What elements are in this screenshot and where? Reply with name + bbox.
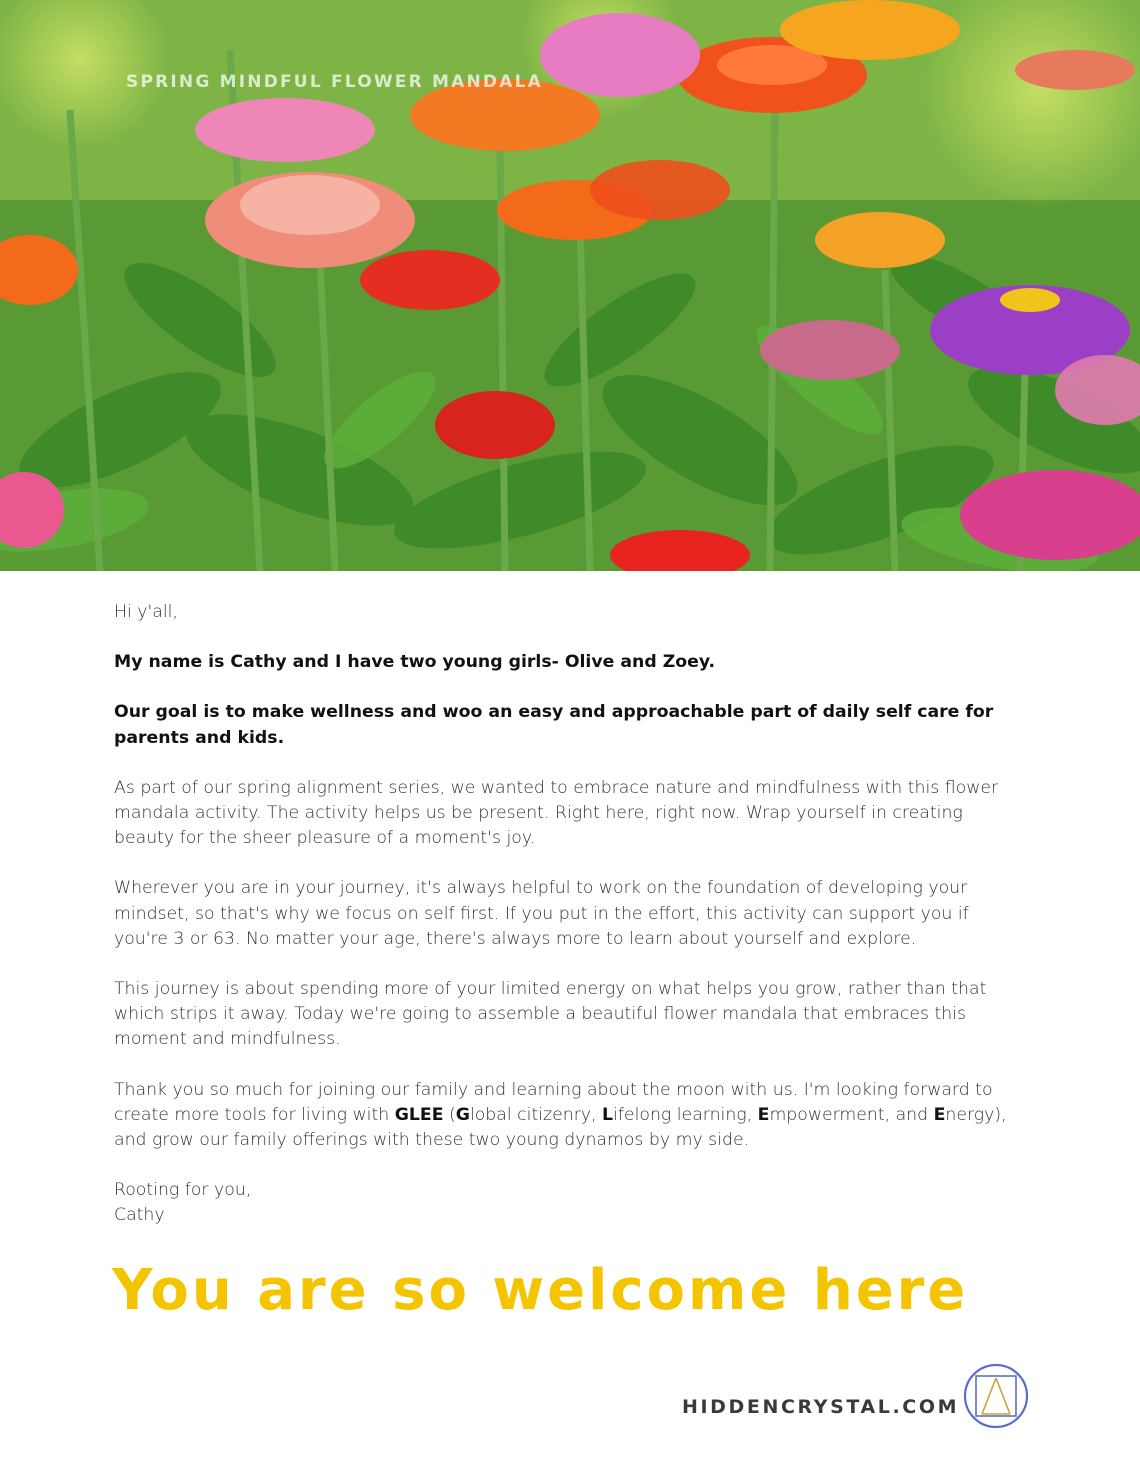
glee-letter-g: G bbox=[455, 1104, 470, 1125]
paragraph-glee bbox=[114, 1078, 1014, 1154]
glee-text-5: mpowerment, and bbox=[769, 1104, 934, 1125]
glee-text-6: nergy), and grow our family offerings with these two young dynamos by my side. bbox=[114, 1104, 1007, 1151]
glee-acronym: GLEE bbox=[394, 1104, 444, 1125]
welcome-headline: You are so welcome here bbox=[112, 1258, 969, 1323]
signature: Cathy bbox=[114, 1205, 165, 1226]
welcome-letter bbox=[114, 600, 1014, 1229]
glee-text-3: lobal citizenry, bbox=[469, 1104, 603, 1125]
glee-text-4: ifelong learning, bbox=[613, 1104, 758, 1125]
glee-letter-l: L bbox=[602, 1104, 614, 1125]
hero-flower-photo bbox=[0, 0, 1140, 571]
paragraph-energy: This journey is about spending more of your limited energy on what helps you grow, rather than that which strips it away. Today we're going to assemble a beautiful flower mandala that embraces this moment and mindfulness. bbox=[114, 979, 987, 1050]
goal-paragraph: Our goal is to make wellness and woo an easy and approachable part of daily self care for parents and kids. bbox=[114, 702, 994, 748]
intro-paragraph: My name is Cathy and I have two young girls- Olive and Zoey. bbox=[114, 652, 716, 673]
closing: Rooting for you, bbox=[114, 1180, 252, 1201]
sign-off bbox=[114, 1178, 1014, 1228]
glee-text-1: Thank you so much for joining our family and learning about the moon with us. I'm looking forward to create more tools for living with bbox=[114, 1079, 993, 1125]
glee-letter-e2: E bbox=[933, 1104, 946, 1125]
site-url[interactable]: HIDDENCRYSTAL.COM bbox=[682, 1396, 960, 1418]
paragraph-journey: Wherever you are in your journey, it's always helpful to work on the foundation of developing your mindset, so that's why we focus on self first. If you put in the effort, this activity can support you if you're 3 or 63. No matter your age, there's always more to learn about yourself and explore. bbox=[114, 878, 969, 949]
glee-text-2: ( bbox=[443, 1104, 456, 1125]
glee-letter-e1: E bbox=[757, 1104, 770, 1125]
paragraph-spring-series: As part of our spring alignment series, we wanted to embrace nature and mindfulness with this flower mandala activity. The activity helps us be present. Right here, right now. Wrap yourself in creating beauty for the sheer pleasure of a moment's joy. bbox=[114, 777, 999, 849]
hero-title: SPRING MINDFUL FLOWER MANDALA bbox=[126, 72, 543, 92]
greeting: Hi y'all, bbox=[114, 602, 178, 622]
hidden-crystal-logo-icon bbox=[962, 1362, 1030, 1430]
